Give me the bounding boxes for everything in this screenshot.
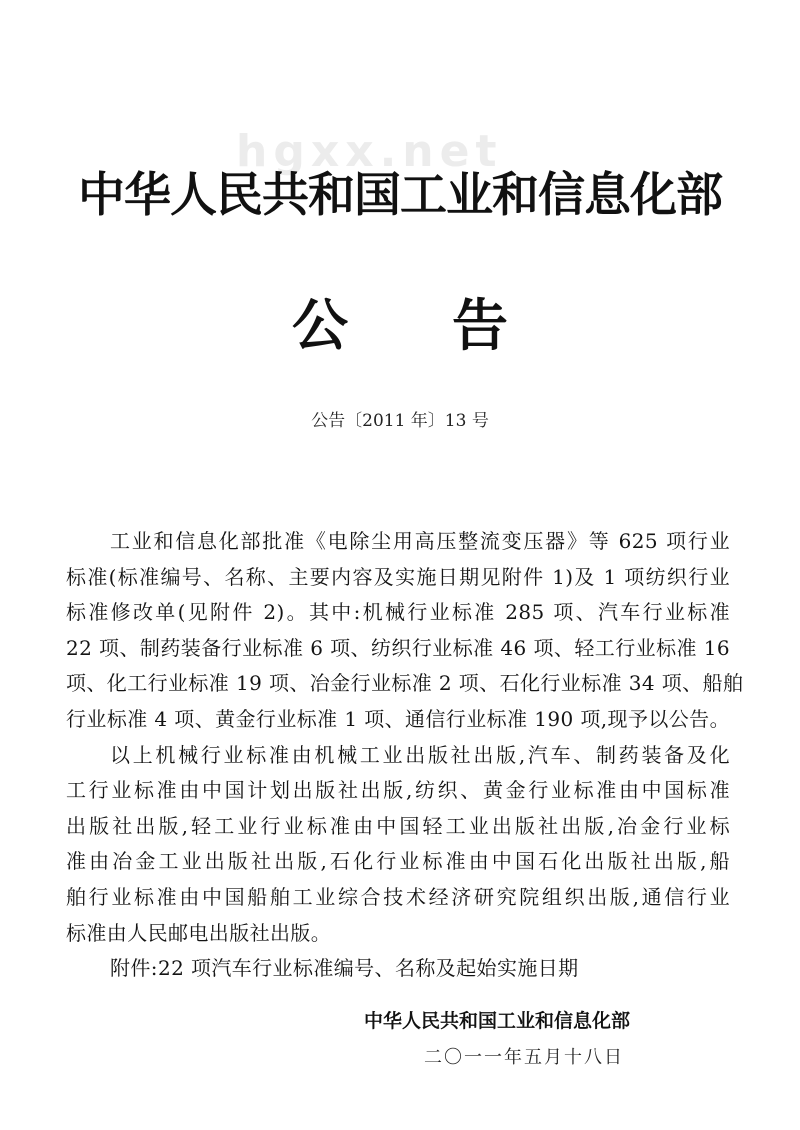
watermark: hgxx.net (236, 126, 503, 177)
notice-body (66, 524, 744, 987)
attachment-line: 附件:22 项汽车行业标准编号、名称及起始实施日期 (110, 956, 579, 981)
body-line: 标准(标准编号、名称、主要内容及实施日期见附件 1)及 1 项纺织行业 (66, 564, 730, 589)
body-line: 准由冶金工业出版社出版,石化行业标准由中国石化出版社出版,船 (66, 849, 730, 874)
body-line: 舶行业标准由中国船舶工业综合技术经济研究院组织出版,通信行业 (66, 884, 730, 909)
body-line: 22 项、制药装备行业标准 6 项、纺织行业标准 46 项、轻工行业标准 16 (66, 635, 730, 660)
body-line: 工业和信息化部批准《电除尘用高压整流变压器》等 625 项行业 (110, 529, 730, 553)
body-line: 工行业标准由中国计划出版社出版,纺织、黄金行业标准由中国标准 (66, 778, 730, 803)
notice-heading (0, 282, 800, 362)
signature: 中华人民共和国工业和信息化部 (364, 1010, 631, 1032)
issuer-title: 中华人民共和国工业和信息化部 (78, 168, 722, 223)
body-line: 出版社出版,轻工业行业标准由中国轻工业出版社出版,冶金行业标 (66, 813, 730, 838)
notice-heading-char: 公 (292, 294, 348, 359)
document-number: 公告〔2011 年〕13 号 (311, 411, 489, 431)
issue-date: 二〇一一年五月十八日 (424, 1047, 624, 1068)
body-line: 行业标准 4 项、黄金行业标准 1 项、通信行业标准 190 项,现予以公告。 (66, 706, 730, 731)
body-line: 标准由人民邮电出版社出版。 (66, 920, 332, 945)
body-line: 项、化工行业标准 19 项、冶金行业标准 2 项、石化行业标准 34 项、船舶 (66, 671, 744, 696)
body-line: 以上机械行业标准由机械工业出版社出版,汽车、制药装备及化 (110, 742, 730, 767)
body-line: 标准修改单(见附件 2)。其中:机械行业标准 285 项、汽车行业标准 (66, 600, 730, 625)
notice-heading-char: 告 (452, 294, 508, 359)
